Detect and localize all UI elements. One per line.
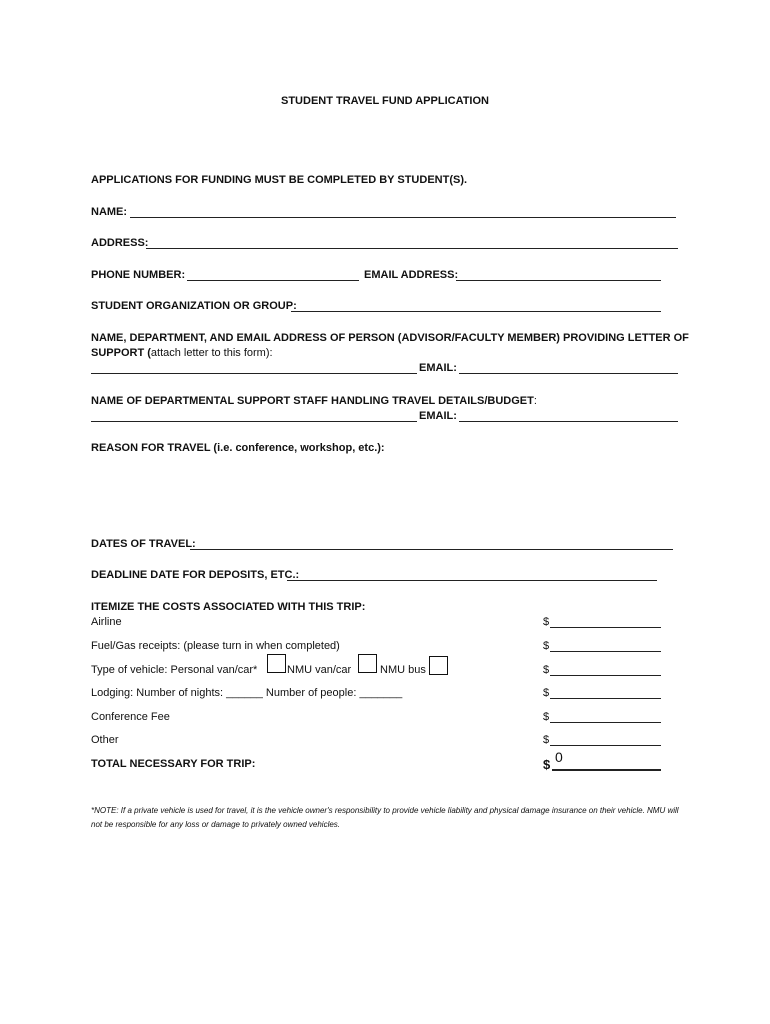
fuel-dollar: $ xyxy=(543,640,550,652)
airline-amount-field[interactable] xyxy=(550,627,661,628)
dates-label: DATES OF TRAVEL: xyxy=(91,538,196,550)
name-label: NAME: xyxy=(91,206,128,218)
staff-label-colon: : xyxy=(533,395,537,407)
nmu-van-checkbox[interactable] xyxy=(358,654,377,673)
dates-field[interactable] xyxy=(190,549,673,550)
address-field[interactable] xyxy=(146,248,678,249)
total-dollar: $ xyxy=(543,757,551,772)
fuel-label: Fuel/Gas receipts: (please turn in when completed) xyxy=(91,640,340,652)
vehicle-dollar: $ xyxy=(543,664,550,676)
vehicle-label: Type of vehicle: Personal van/car* xyxy=(91,664,258,676)
org-label: STUDENT ORGANIZATION OR GROUP: xyxy=(91,300,297,312)
name-field[interactable] xyxy=(130,217,676,218)
fuel-amount-field[interactable] xyxy=(550,651,661,652)
lodging-dollar: $ xyxy=(543,687,550,699)
costs-heading: ITEMIZE THE COSTS ASSOCIATED WITH THIS TRIP: xyxy=(91,601,366,613)
conference-amount-field[interactable] xyxy=(550,722,661,723)
lodging-amount-field[interactable] xyxy=(550,698,661,699)
deadline-label: DEADLINE DATE FOR DEPOSITS, ETC.: xyxy=(91,569,300,581)
vehicle-amount-field[interactable] xyxy=(550,675,661,676)
airline-label: Airline xyxy=(91,616,122,628)
advisor-email-label: EMAIL: xyxy=(419,362,457,374)
email-label: EMAIL ADDRESS: xyxy=(364,269,459,281)
advisor-label-line2 xyxy=(91,347,273,359)
footnote: *NOTE: If a private vehicle is used for travel, it is the vehicle owner's responsibility to provide vehicle liability and physical damage insurance on their vehicle. NMU will not be responsible for any loss or damage to privately owned vehicles. xyxy=(91,806,679,829)
reason-label: REASON FOR TRAVEL (i.e. conference, workshop, etc.): xyxy=(91,442,385,454)
airline-dollar: $ xyxy=(543,616,550,628)
staff-label xyxy=(91,395,537,407)
staff-label-bold: NAME OF DEPARTMENTAL SUPPORT STAFF HANDLING TRAVEL DETAILS/BUDGET xyxy=(91,395,534,407)
advisor-label-line1: NAME, DEPARTMENT, AND EMAIL ADDRESS OF PERSON (ADVISOR/FACULTY MEMBER) PROVIDING LETTER OF xyxy=(91,332,689,344)
advisor-support-rest: attach letter to this form): xyxy=(150,347,273,359)
total-value[interactable]: 0 xyxy=(555,749,563,765)
staff-email-label: EMAIL: xyxy=(419,410,457,422)
staff-name-field[interactable] xyxy=(91,421,417,422)
nmu-bus-label: NMU bus xyxy=(380,664,426,676)
conference-label: Conference Fee xyxy=(91,711,170,723)
deadline-field[interactable] xyxy=(287,580,657,581)
personal-vehicle-checkbox[interactable] xyxy=(267,654,286,673)
phone-label: PHONE NUMBER: xyxy=(91,269,186,281)
intro-text: APPLICATIONS FOR FUNDING MUST BE COMPLETED BY STUDENT(S). xyxy=(91,174,468,186)
email-field[interactable] xyxy=(456,280,661,281)
advisor-support-bold: SUPPORT ( xyxy=(91,347,151,359)
other-label: Other xyxy=(91,734,119,746)
nmu-van-label: NMU van/car xyxy=(287,664,352,676)
phone-field[interactable] xyxy=(187,280,359,281)
page-title: STUDENT TRAVEL FUND APPLICATION xyxy=(281,95,489,107)
advisor-name-field[interactable] xyxy=(91,373,417,374)
total-amount-field xyxy=(552,769,661,771)
reason-area[interactable] xyxy=(91,460,678,530)
address-label: ADDRESS: xyxy=(91,237,149,249)
staff-email-field[interactable] xyxy=(459,421,678,422)
advisor-email-field[interactable] xyxy=(459,373,678,374)
other-amount-field[interactable] xyxy=(550,745,661,746)
lodging-label: Lodging: Number of nights: ______ Number of people: _______ xyxy=(91,687,403,699)
nmu-bus-checkbox[interactable] xyxy=(429,656,448,675)
total-label: TOTAL NECESSARY FOR TRIP: xyxy=(91,758,256,770)
org-field[interactable] xyxy=(291,311,661,312)
other-dollar: $ xyxy=(543,734,550,746)
conference-dollar: $ xyxy=(543,711,550,723)
